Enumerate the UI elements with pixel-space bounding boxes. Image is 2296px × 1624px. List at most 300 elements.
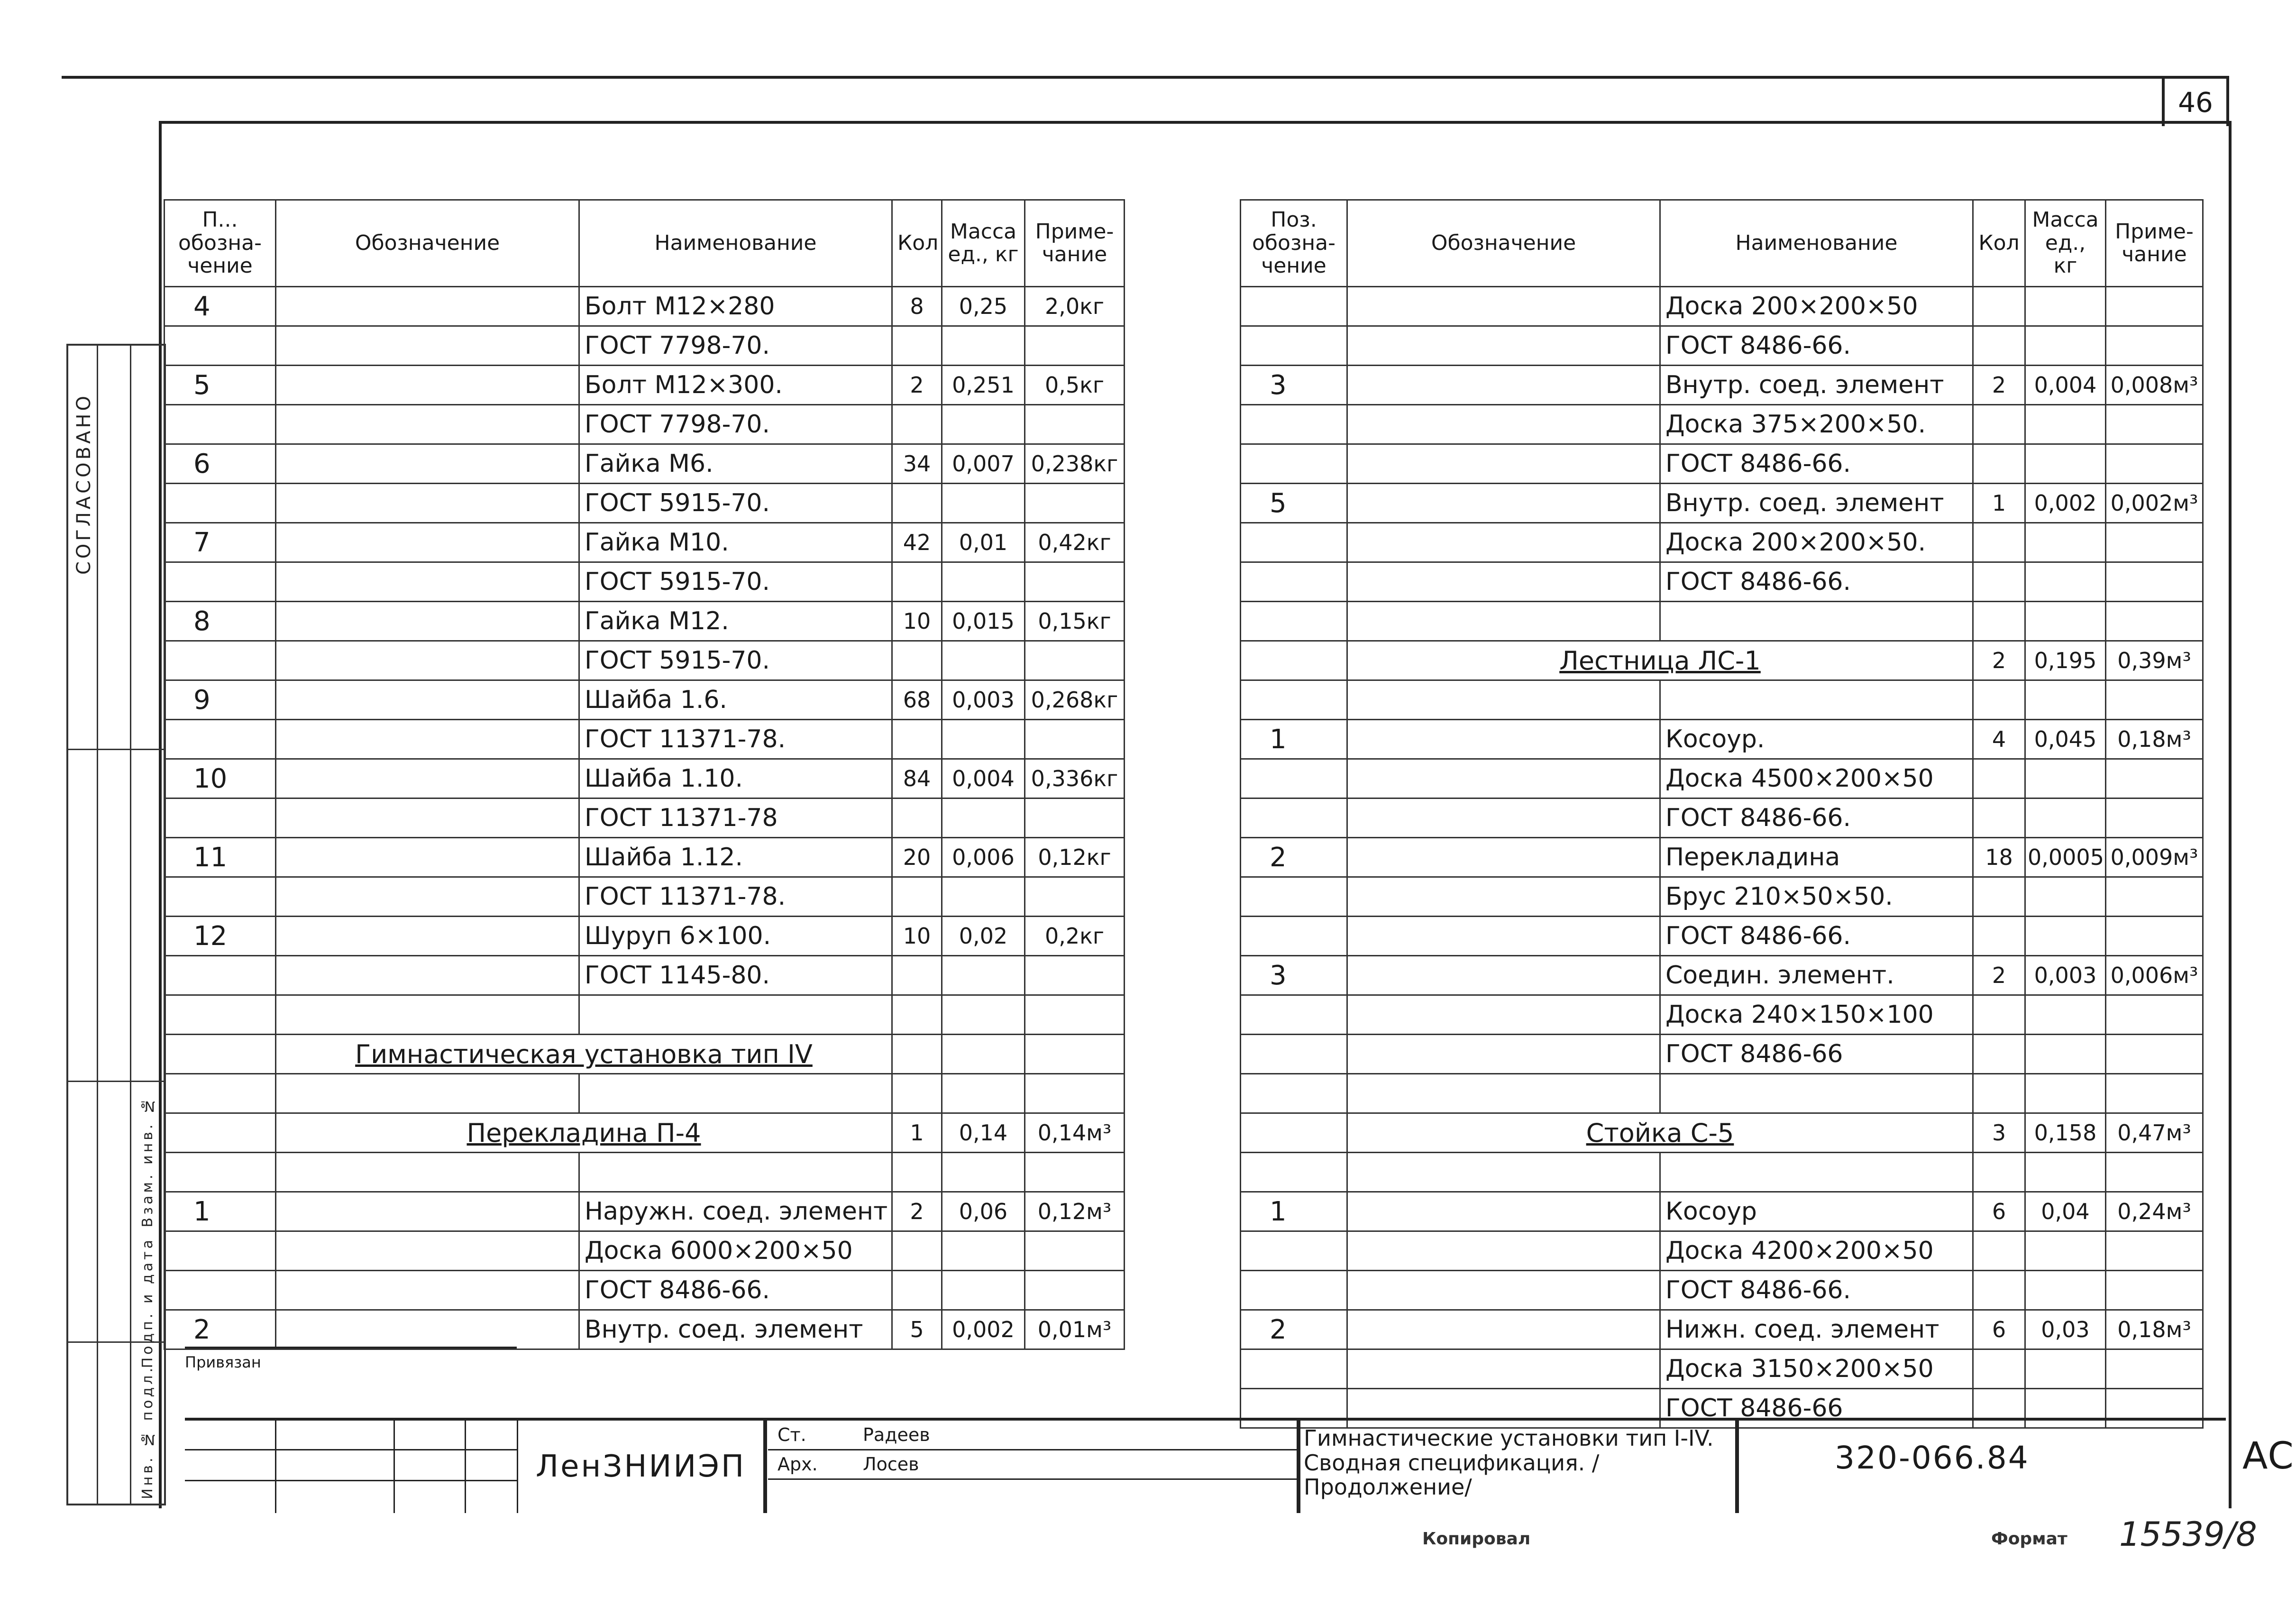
table-row: [1241, 405, 2203, 444]
table-row: [1241, 838, 2203, 877]
cell-designation: [276, 1231, 579, 1271]
cell-qty: 68: [892, 680, 942, 720]
cell-name: [579, 1153, 892, 1192]
cell-designation: [1347, 1074, 1660, 1113]
cell-name: ГОСТ 8486-66: [1660, 1389, 1973, 1428]
cell-name: ГОСТ 8486-66: [1660, 1035, 1973, 1074]
cell-note: 0,336кг: [1025, 759, 1125, 798]
table-row: [165, 287, 1125, 326]
cell-name: [579, 995, 892, 1035]
cell-note: [1025, 1271, 1125, 1310]
cell-mass: [942, 405, 1025, 444]
top-sheet-number: [2162, 76, 2229, 126]
cell-mass: [2025, 917, 2106, 956]
cell-note: 0,268кг: [1025, 680, 1125, 720]
cell-qty: [1973, 759, 2025, 798]
cell-mass: [2025, 1231, 2106, 1271]
cell-note: [2106, 602, 2203, 641]
cell-designation: [276, 1074, 579, 1113]
cell-note: [2106, 1271, 2203, 1310]
cell-note: [1025, 562, 1125, 602]
cell-qty: [1973, 405, 2025, 444]
table-row: [165, 366, 1125, 405]
cell-note: 0,12м³: [1025, 1192, 1125, 1231]
cell-pos: [1241, 1035, 1347, 1074]
cell-mass: 0,25: [942, 287, 1025, 326]
table-row: [1241, 641, 2203, 680]
cell-designation: [276, 366, 579, 405]
cell-name: ГОСТ 11371-78: [579, 798, 892, 838]
cell-note: 0,39м³: [2106, 641, 2203, 680]
cell-name: Косоур.: [1660, 720, 1973, 759]
cell-pos: [165, 641, 276, 680]
cell-pos: [165, 1035, 276, 1074]
cell-mass: [942, 798, 1025, 838]
cell-designation: [276, 287, 579, 326]
cell-qty: 20: [892, 838, 942, 877]
cell-name: Внутр. соед. элемент: [1660, 366, 1973, 405]
cell-note: 0,18м³: [2106, 720, 2203, 759]
cell-mass: 0,02: [942, 917, 1025, 956]
cell-name: Доска 240×150×100: [1660, 995, 1973, 1035]
cell-designation: [1347, 720, 1660, 759]
cell-pos: [1241, 405, 1347, 444]
table-header-row: [1241, 200, 2203, 287]
cell-name: ГОСТ 8486-66.: [1660, 917, 1973, 956]
cell-designation: [1347, 1192, 1660, 1231]
cell-note: 0,2кг: [1025, 917, 1125, 956]
table-header-row: [165, 200, 1125, 287]
cell-qty: 2: [892, 1192, 942, 1231]
cell-name: Доска 6000×200×50: [579, 1231, 892, 1271]
cell-name: ГОСТ 1145-80.: [579, 956, 892, 995]
cell-pos: [1241, 917, 1347, 956]
cell-mass: 0,251: [942, 366, 1025, 405]
cell-name: ГОСТ 11371-78.: [579, 720, 892, 759]
cell-pos: [1241, 798, 1347, 838]
cell-qty: [1973, 917, 2025, 956]
table-row: [165, 1271, 1125, 1310]
cell-name: ГОСТ 8486-66.: [579, 1271, 892, 1310]
strip-divider: [130, 346, 131, 1504]
cell-mass: 0,006: [942, 838, 1025, 877]
cell-name: Внутр. соед. элемент: [579, 1310, 892, 1349]
cell-note: [1025, 1153, 1125, 1192]
cell-designation: [276, 1192, 579, 1231]
cell-pos: 2: [1241, 838, 1347, 877]
cell-name: ГОСТ 5915-70.: [579, 641, 892, 680]
cell-qty: 1: [892, 1113, 942, 1153]
cell-pos: 4: [165, 287, 276, 326]
cell-note: [2106, 877, 2203, 917]
cell-qty: 1: [1973, 484, 2025, 523]
cell-qty: 2: [1973, 366, 2025, 405]
cell-note: 0,47м³: [2106, 1113, 2203, 1153]
cell-note: 0,5кг: [1025, 366, 1125, 405]
cell-qty: 2: [1973, 956, 2025, 995]
cell-pos: [165, 405, 276, 444]
section-heading: Перекладина П-4: [467, 1118, 701, 1148]
cell-pos: [1241, 444, 1347, 484]
cell-mass: [942, 1231, 1025, 1271]
table-row: [1241, 956, 2203, 995]
cell-designation: [276, 798, 579, 838]
cell-qty: 34: [892, 444, 942, 484]
cell-qty: [892, 1035, 942, 1074]
cell-name: Шайба 1.10.: [579, 759, 892, 798]
cell-pos: 10: [165, 759, 276, 798]
cell-designation: [1347, 1310, 1660, 1349]
cell-mass: [942, 995, 1025, 1035]
table-row: [165, 1153, 1125, 1192]
cell-pos: [1241, 1231, 1347, 1271]
cell-mass: 0,04: [2025, 1192, 2106, 1231]
cell-qty: [892, 484, 942, 523]
table-row: [1241, 1231, 2203, 1271]
cell-qty: 2: [892, 366, 942, 405]
table-row: [165, 917, 1125, 956]
table-row: [165, 405, 1125, 444]
table-row: [1241, 1153, 2203, 1192]
table-row: [1241, 798, 2203, 838]
cell-mass: 0,007: [942, 444, 1025, 484]
table-row: [1241, 1113, 2203, 1153]
cell-designation: [1347, 680, 1660, 720]
signature-row: [768, 1479, 1297, 1508]
cell-name: [579, 1074, 892, 1113]
section-heading: Гимнастическая установка тип IV: [355, 1039, 813, 1069]
document-code: 320-066.84: [1835, 1440, 2030, 1476]
cell-note: [1025, 405, 1125, 444]
cell-pos: [165, 1113, 276, 1153]
cell-mass: [2025, 562, 2106, 602]
cell-name: [1660, 602, 1973, 641]
cell-qty: [892, 798, 942, 838]
cell-mass: 0,03: [2025, 1310, 2106, 1349]
title-divider: [1735, 1421, 1739, 1513]
cell-qty: [1973, 444, 2025, 484]
cell-designation: [276, 956, 579, 995]
table-row: [165, 1192, 1125, 1231]
cell-name: [1660, 680, 1973, 720]
cell-note: [1025, 798, 1125, 838]
cell-mass: [2025, 995, 2106, 1035]
cell-designation: [276, 1271, 579, 1310]
cell-name: Доска 200×200×50.: [1660, 523, 1973, 562]
cell-designation: [1347, 602, 1660, 641]
top-border-line: [62, 76, 2162, 79]
person-name: Лосев: [863, 1454, 919, 1475]
vzam-label: Взам. инв. №: [139, 1095, 156, 1228]
table-row: [1241, 1271, 2203, 1310]
cell-qty: [1973, 602, 2025, 641]
table-row: [165, 562, 1125, 602]
cell-name: ГОСТ 8486-66.: [1660, 1271, 1973, 1310]
cell-name: ГОСТ 8486-66.: [1660, 798, 1973, 838]
cell-pos: 8: [165, 602, 276, 641]
cell-mass: 0,06: [942, 1192, 1025, 1231]
cell-designation: [276, 1153, 579, 1192]
cell-note: [1025, 1074, 1125, 1113]
table-row: [165, 523, 1125, 562]
cell-designation: [276, 484, 579, 523]
grid-line: [393, 1421, 395, 1513]
cell-qty: [892, 995, 942, 1035]
cell-designation: [1347, 956, 1660, 995]
cell-qty: 18: [1973, 838, 2025, 877]
cell-pos: 5: [165, 366, 276, 405]
cell-designation: [1347, 1231, 1660, 1271]
cell-note: [2106, 287, 2203, 326]
cell-note: [1025, 720, 1125, 759]
cell-note: [2106, 1349, 2203, 1389]
cell-qty: [892, 1153, 942, 1192]
cell-pos: [165, 720, 276, 759]
cell-pos: 7: [165, 523, 276, 562]
cell-designation: [1347, 326, 1660, 366]
cell-designation: [276, 405, 579, 444]
cell-pos: [165, 877, 276, 917]
cell-note: 0,008м³: [2106, 366, 2203, 405]
header-pos: Поз. обозна-чение: [1241, 200, 1347, 287]
cell-designation: [1347, 838, 1660, 877]
section-heading: Стойка С-5: [1586, 1118, 1734, 1148]
cell-designation: [1347, 523, 1660, 562]
cell-qty: 10: [892, 917, 942, 956]
cell-pos: [1241, 1153, 1347, 1192]
document-title: Гимнастические установки тип I-IV. Сводная спецификация. /Продолжение/: [1304, 1425, 1714, 1500]
cell-qty: [1973, 287, 2025, 326]
cell-designation: [276, 720, 579, 759]
cell-mass: [2025, 523, 2106, 562]
table-row: [165, 602, 1125, 641]
table-row: [1241, 484, 2203, 523]
cell-designation: [1347, 1271, 1660, 1310]
cell-designation: [1347, 798, 1660, 838]
cell-pos: 9: [165, 680, 276, 720]
cell-name: ГОСТ 7798-70.: [579, 326, 892, 366]
cell-pos: [1241, 1349, 1347, 1389]
cell-pos: [165, 562, 276, 602]
cell-designation: [276, 562, 579, 602]
person-name: Радеев: [863, 1424, 930, 1445]
cell-note: 2,0кг: [1025, 287, 1125, 326]
cell-designation: [1347, 562, 1660, 602]
cell-pos: [165, 956, 276, 995]
cell-mass: 0,002: [942, 1310, 1025, 1349]
header-note: Приме-чание: [2106, 200, 2203, 287]
role-label: Ст.: [778, 1424, 806, 1445]
cell-qty: 3: [1973, 1113, 2025, 1153]
cell-mass: [2025, 287, 2106, 326]
cell-mass: 0,004: [942, 759, 1025, 798]
cell-name: ГОСТ 7798-70.: [579, 405, 892, 444]
cell-note: [2106, 562, 2203, 602]
cell-pos: [165, 1153, 276, 1192]
cell-qty: [892, 1074, 942, 1113]
cell-name: Внутр. соед. элемент: [1660, 484, 1973, 523]
cell-designation: [276, 523, 579, 562]
cell-qty: [1973, 326, 2025, 366]
cell-qty: [892, 326, 942, 366]
header-mass: Масса ед., кг: [2025, 200, 2106, 287]
cell-mass: [2025, 1074, 2106, 1113]
cell-note: 0,42кг: [1025, 523, 1125, 562]
cell-note: [1025, 956, 1125, 995]
cell-note: 0,14м³: [1025, 1113, 1125, 1153]
cell-note: [2106, 759, 2203, 798]
table-row: [165, 1310, 1125, 1349]
header-designation: Обозначение: [276, 200, 579, 287]
cell-mass: 0,045: [2025, 720, 2106, 759]
cell-heading: [1347, 641, 1973, 680]
cell-heading: [1347, 1113, 1973, 1153]
cell-pos: [165, 484, 276, 523]
cell-pos: [165, 326, 276, 366]
cell-pos: [165, 1074, 276, 1113]
signature-row: [768, 1450, 1297, 1480]
cell-qty: [892, 562, 942, 602]
cell-pos: [1241, 877, 1347, 917]
cell-name: Гайка М6.: [579, 444, 892, 484]
table-row: [1241, 602, 2203, 641]
left-spec-table: [164, 199, 1125, 1350]
cell-note: [1025, 877, 1125, 917]
cell-mass: [2025, 1349, 2106, 1389]
cell-pos: [165, 798, 276, 838]
table-row: [165, 1035, 1125, 1074]
cell-mass: 0,158: [2025, 1113, 2106, 1153]
cell-designation: [276, 1310, 579, 1349]
cell-note: 0,15кг: [1025, 602, 1125, 641]
grid-line: [185, 1449, 517, 1450]
cell-pos: 3: [1241, 366, 1347, 405]
table-row: [165, 680, 1125, 720]
table-row: [165, 798, 1125, 838]
cell-designation: [1347, 917, 1660, 956]
cell-qty: [1973, 1349, 2025, 1389]
signature-rows: [768, 1421, 1297, 1513]
cell-note: [1025, 326, 1125, 366]
cell-pos: [1241, 523, 1347, 562]
cell-mass: [2025, 877, 2106, 917]
cell-name: Соедин. элемент.: [1660, 956, 1973, 995]
cell-pos: [1241, 1113, 1347, 1153]
cell-mass: 0,002: [2025, 484, 2106, 523]
copied-by-label: Копировал: [1422, 1529, 1531, 1549]
cell-pos: [1241, 562, 1347, 602]
header-designation: Обозначение: [1347, 200, 1660, 287]
table-row: [1241, 326, 2203, 366]
cell-name: Наружн. соед. элемент: [579, 1192, 892, 1231]
table-row: [165, 1113, 1125, 1153]
cell-mass: [942, 484, 1025, 523]
cell-note: 0,009м³: [2106, 838, 2203, 877]
grid-line: [517, 1421, 518, 1513]
cell-pos: [1241, 1074, 1347, 1113]
strip-divider: [68, 749, 164, 750]
table-row: [1241, 759, 2203, 798]
cell-designation: [1347, 995, 1660, 1035]
cell-note: [2106, 1074, 2203, 1113]
cell-note: [2106, 444, 2203, 484]
cell-qty: 10: [892, 602, 942, 641]
cell-qty: [1973, 1231, 2025, 1271]
cell-designation: [276, 444, 579, 484]
cell-name: ГОСТ 8486-66.: [1660, 562, 1973, 602]
cell-name: Шуруп 6×100.: [579, 917, 892, 956]
table-row: [165, 1074, 1125, 1113]
cell-qty: 4: [1973, 720, 2025, 759]
cell-note: 0,238кг: [1025, 444, 1125, 484]
cell-mass: [2025, 1153, 2106, 1192]
cell-qty: [892, 720, 942, 759]
cell-mass: [2025, 602, 2106, 641]
cell-mass: 0,003: [2025, 956, 2106, 995]
header-name: Наименование: [1660, 200, 1973, 287]
table-row: [165, 956, 1125, 995]
cell-pos: [1241, 995, 1347, 1035]
cell-mass: [942, 877, 1025, 917]
cell-designation: [1347, 287, 1660, 326]
cell-note: 0,24м³: [2106, 1192, 2203, 1231]
cell-mass: [2025, 759, 2106, 798]
table-row: [165, 484, 1125, 523]
table-row: [165, 720, 1125, 759]
format-label: Формат: [1991, 1529, 2067, 1549]
cell-pos: 1: [165, 1192, 276, 1231]
left-table-body: [165, 287, 1125, 1349]
table-row: [165, 877, 1125, 917]
cell-name: ГОСТ 8486-66.: [1660, 444, 1973, 484]
cell-pos: [1241, 326, 1347, 366]
cell-pos: 1: [1241, 1192, 1347, 1231]
bound-label: Привязан: [185, 1347, 517, 1399]
cell-mass: 0,01: [942, 523, 1025, 562]
cell-mass: [2025, 1271, 2106, 1310]
organization-name: ЛенЗНИИЭП: [536, 1449, 746, 1484]
cell-mass: [942, 720, 1025, 759]
cell-note: [2106, 326, 2203, 366]
cell-pos: [1241, 1271, 1347, 1310]
cell-name: Шайба 1.6.: [579, 680, 892, 720]
table-row: [165, 759, 1125, 798]
header-pos: П... обозна-чение: [165, 200, 276, 287]
table-row: [165, 1231, 1125, 1271]
cell-name: [1660, 1153, 1973, 1192]
cell-name: Брус 210×50×50.: [1660, 877, 1973, 917]
cell-mass: [942, 1153, 1025, 1192]
table-row: [165, 838, 1125, 877]
cell-designation: [1347, 484, 1660, 523]
document-mark: АС: [2242, 1435, 2294, 1477]
header-name: Наименование: [579, 200, 892, 287]
cell-mass: [2025, 798, 2106, 838]
table-row: [165, 444, 1125, 484]
cell-pos: 3: [1241, 956, 1347, 995]
cell-mass: 0,003: [942, 680, 1025, 720]
cell-pos: 2: [1241, 1310, 1347, 1349]
cell-name: Доска 200×200×50: [1660, 287, 1973, 326]
inv-label: Инв. № подл.: [139, 1365, 156, 1499]
cell-qty: 5: [892, 1310, 942, 1349]
cell-mass: [2025, 405, 2106, 444]
table-row: [1241, 366, 2203, 405]
cell-qty: [892, 641, 942, 680]
cell-note: [2106, 917, 2203, 956]
cell-qty: [1973, 1271, 2025, 1310]
cell-name: ГОСТ 5915-70.: [579, 484, 892, 523]
